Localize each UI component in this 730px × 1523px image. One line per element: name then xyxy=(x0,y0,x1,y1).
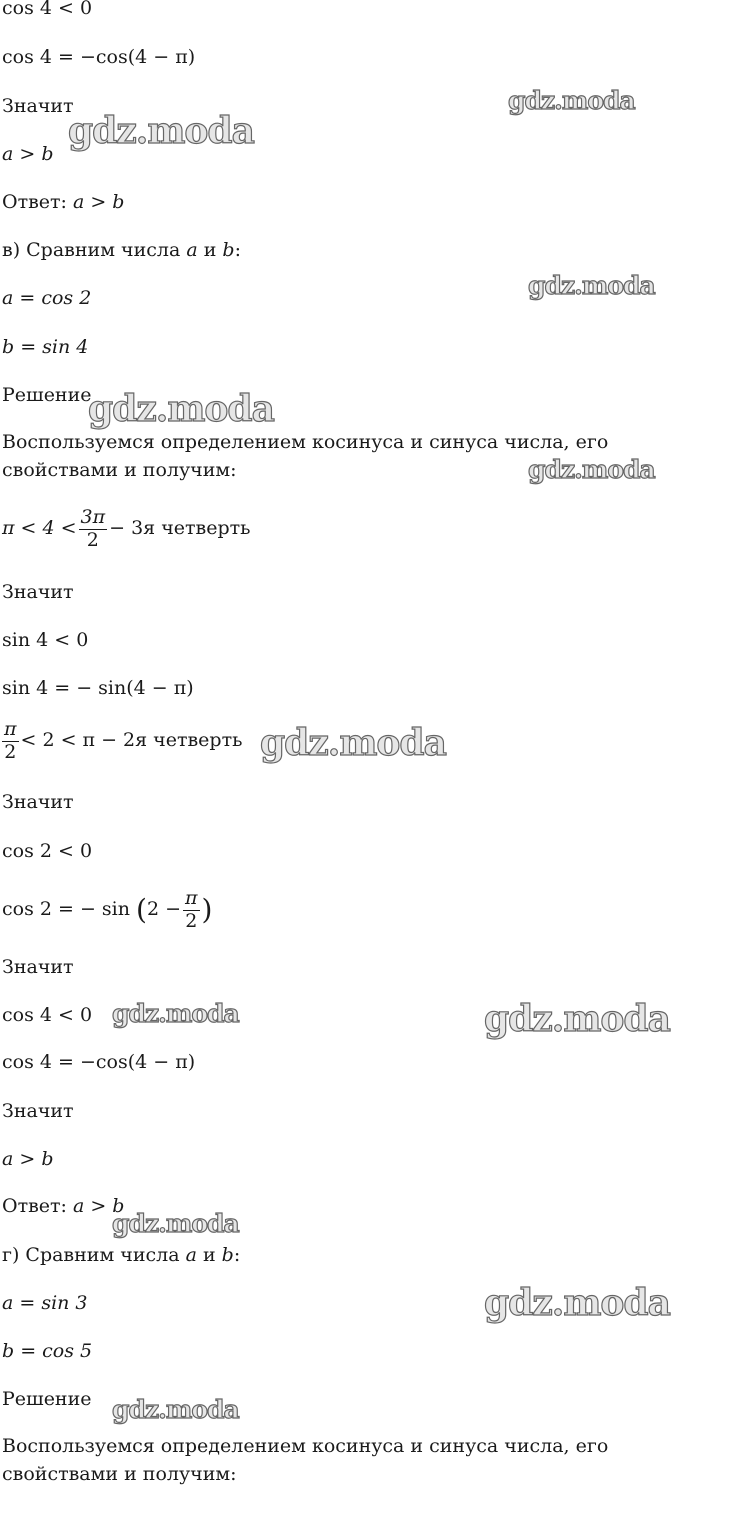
line-znachit: Значит xyxy=(2,95,74,117)
line-comparison: a > b xyxy=(2,1148,54,1170)
equation-left: cos 2 = − sin xyxy=(2,898,130,920)
fraction-pi-over-2 xyxy=(2,717,19,763)
watermark: gdz.moda xyxy=(112,1209,239,1238)
fraction-denominator: 2 xyxy=(185,909,198,932)
line-sin4-negative: sin 4 < 0 xyxy=(2,629,89,651)
inequality-quarter-2 xyxy=(2,718,242,762)
intro-paragraph: Воспользуемся определением косинуса и синуса числа, его свойствами и получим: xyxy=(2,431,609,481)
watermark: gdz.moda xyxy=(508,86,635,115)
equation-inner: 2 − xyxy=(146,898,182,920)
b-definition: b = sin 4 xyxy=(2,336,89,358)
line-znachit: Значит xyxy=(2,581,74,603)
line-cos4-negative: cos 4 < 0 xyxy=(2,1004,93,1026)
and-text: и xyxy=(197,239,223,261)
heading-text: г) Сравним числа xyxy=(2,1244,186,1266)
answer-expression: a > b xyxy=(72,1195,125,1217)
watermark: gdz.moda xyxy=(484,1282,670,1324)
line-cos4-equation: cos 4 = −cos(4 − π) xyxy=(2,46,196,68)
fraction-numerator: 3π xyxy=(80,505,106,528)
watermark: gdz.moda xyxy=(484,998,670,1040)
inequality-right: − 3я четверть xyxy=(109,517,251,539)
answer-expression: a > b xyxy=(72,191,125,213)
part-v-heading xyxy=(2,238,241,262)
fraction-3pi-over-2 xyxy=(79,505,108,551)
watermark: gdz.moda xyxy=(528,455,655,484)
fraction-numerator: π xyxy=(4,717,17,740)
solution-label: Решение xyxy=(2,1388,92,1410)
part-g-heading xyxy=(2,1243,240,1267)
left-paren: ( xyxy=(136,893,147,926)
fraction-denominator: 2 xyxy=(4,740,17,763)
line-znachit: Значит xyxy=(2,1100,74,1122)
line-cos4-negative: cos 4 < 0 xyxy=(2,0,93,19)
and-text: и xyxy=(196,1244,222,1266)
watermark: gdz.moda xyxy=(260,722,446,764)
inequality-left: π < 4 < xyxy=(2,517,77,539)
watermark: gdz.moda xyxy=(112,1395,239,1424)
line-znachit: Значит xyxy=(2,956,74,978)
var-b: b xyxy=(222,239,235,261)
answer-prefix: Ответ: xyxy=(2,1195,73,1217)
colon: : xyxy=(234,239,241,261)
var-a: a xyxy=(185,1244,197,1266)
a-definition: a = sin 3 xyxy=(2,1292,88,1314)
inequality-quarter-3 xyxy=(2,506,250,550)
line-cos2-equation xyxy=(2,884,212,934)
right-paren: ) xyxy=(201,893,213,926)
watermark: gdz.moda xyxy=(88,388,274,430)
var-a: a xyxy=(186,239,198,261)
line-cos4-equation: cos 4 = −cos(4 − π) xyxy=(2,1051,196,1073)
solution-label: Решение xyxy=(2,384,92,406)
watermark: gdz.moda xyxy=(112,999,239,1028)
line-sin4-equation: sin 4 = − sin(4 − π) xyxy=(2,677,194,699)
line-comparison: a > b xyxy=(2,143,54,165)
b-definition: b = cos 5 xyxy=(2,1340,93,1362)
answer-prefix: Ответ: xyxy=(2,191,73,213)
intro-paragraph: Воспользуемся определением косинуса и синуса числа, его свойствами и получим: xyxy=(2,1435,609,1485)
line-znachit: Значит xyxy=(2,791,74,813)
colon: : xyxy=(233,1244,241,1266)
inequality-right: < 2 < π − 2я четверть xyxy=(20,729,243,751)
answer-line xyxy=(2,190,124,214)
heading-text: в) Сравним числа xyxy=(2,239,187,261)
watermark: gdz.moda xyxy=(528,271,655,300)
fraction-pi-over-2 xyxy=(183,886,200,932)
fraction-denominator: 2 xyxy=(86,528,99,551)
watermark: gdz.moda xyxy=(68,110,254,152)
a-definition: a = cos 2 xyxy=(2,287,92,309)
answer-line xyxy=(2,1194,124,1218)
var-b: b xyxy=(221,1244,234,1266)
fraction-numerator: π xyxy=(185,886,198,909)
line-cos2-negative: cos 2 < 0 xyxy=(2,840,93,862)
